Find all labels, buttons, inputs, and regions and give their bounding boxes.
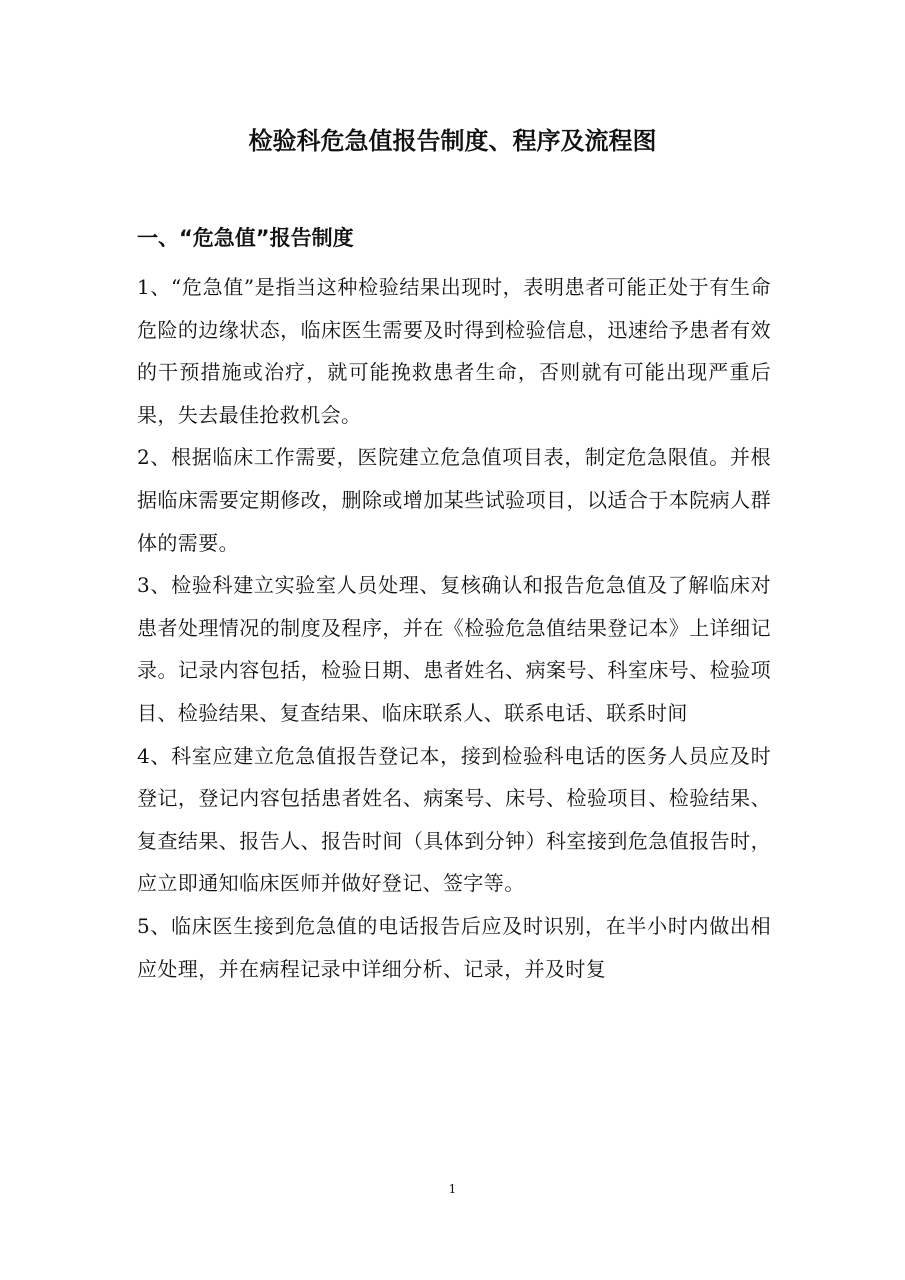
section-heading: 一、“危急值”报告制度 [137, 226, 354, 250]
paragraph-1: 1、“危急值”是指当这种检验结果出现时，表明患者可能正处于有生命危险的边缘状态，临床医生需要及时得到检验信息，迅速给予患者有效的干预措施或治疗，就可能挽救患者生命，否则就有可能出现严重后果，失去最佳抢救机会。 [137, 275, 771, 427]
paragraph-5: 5、临床医生接到危急值的电话报告后应及时识别，在半小时内做出相应处理，并在病程记录中详细分析、记录，并及时复 [137, 913, 771, 981]
paragraph-3: 3、检验科建立实验室人员处理、复核确认和报告危急值及了解临床对患者处理情况的制度及程序，并在《检验危急值结果登记本》上详细记录。记录内容包括，检验日期、患者姓名、病案号、科室床号、检验项目、检验结果、复查结果、临床联系人、联系电话、联系时间 [137, 573, 771, 725]
paragraph-4: 4、科室应建立危急值报告登记本，接到检验科电话的医务人员应及时登记，登记内容包括患者姓名、病案号、床号、检验项目、检验结果、复查结果、报告人、报告时间（具体到分钟）科室接到危急值报告时，应立即通知临床医师并做好登记、签字等。 [137, 743, 771, 896]
page-number: 1 [448, 1182, 457, 1196]
paragraph-2: 2、根据临床工作需要，医院建立危急值项目表，制定危急限值。并根据临床需要定期修改，删除或增加某些试验项目，以适合于本院病人群体的需要。 [137, 445, 771, 555]
body-text [137, 266, 771, 990]
document-title: 检验科危急值报告制度、程序及流程图 [248, 127, 657, 155]
